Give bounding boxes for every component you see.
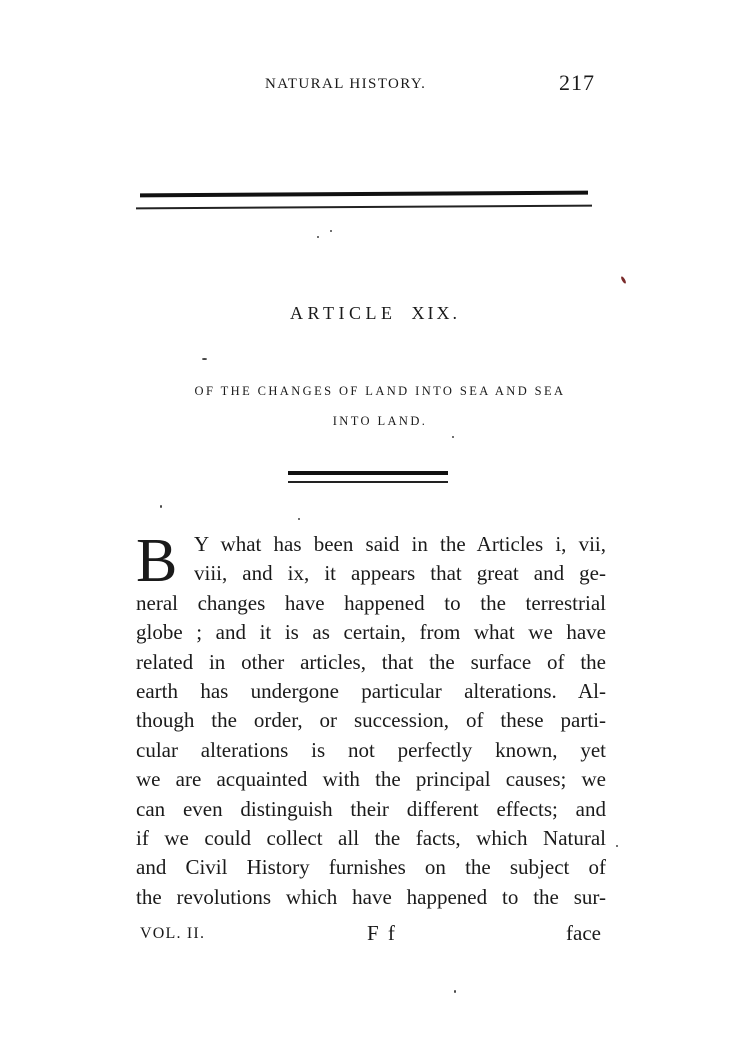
header-rule-thick (140, 191, 588, 198)
body-line: we are acquainted with the principal causes; we (136, 767, 606, 792)
scan-speck (160, 505, 162, 508)
scan-speck (298, 518, 300, 520)
body-line: earth has undergone particular alterations. Al- (136, 679, 606, 704)
drop-cap: B (136, 527, 178, 595)
body-paragraph (136, 527, 606, 912)
subheading-line-1: OF THE CHANGES OF LAND INTO SEA AND SEA (194, 384, 566, 398)
catchword: face (566, 921, 601, 945)
body-line: neral changes have happened to the terrestrial (136, 590, 606, 615)
body-line: and Civil History furnishes on the subject of (136, 855, 606, 880)
body-line: the revolutions which have happened to the sur- (136, 884, 606, 909)
body-line: though the order, or succession, of these parti- (136, 708, 606, 733)
body-line: cular alterations is not perfectly known, yet (136, 737, 606, 762)
body-line: Y what has been said in the Articles i, vii, (194, 532, 606, 556)
body-line: related in other articles, that the surface of the (136, 649, 606, 674)
subheading-line-2: INTO LAND. (332, 414, 428, 428)
article-subheading (130, 376, 630, 436)
section-rule-thick (288, 471, 448, 475)
scan-speck (454, 990, 456, 993)
signature-mark: F f (367, 921, 397, 945)
body-line: if we could collect all the facts, which Natural (136, 826, 606, 851)
page-number: 217 (559, 70, 595, 95)
scan-speck (330, 230, 332, 232)
body-line: viii, and ix, it appears that great and ge- (194, 561, 606, 586)
article-label: ARTICLE (290, 303, 397, 323)
scan-speck (317, 236, 319, 238)
header-rule-thin (136, 205, 592, 210)
body-line: globe ; and it is as certain, from what we have (136, 620, 606, 645)
signature-vol: VOL. II. (140, 925, 206, 942)
body-line: can even distinguish their different effects; and (136, 796, 606, 821)
article-number: XIX. (411, 303, 460, 323)
section-rule-thin (288, 481, 448, 483)
scan-speck (202, 358, 207, 360)
running-head: NATURAL HISTORY. (265, 76, 427, 92)
scan-speck (616, 845, 618, 847)
scan-speck (452, 436, 454, 438)
article-heading (0, 303, 750, 324)
scan-speck (620, 276, 627, 284)
